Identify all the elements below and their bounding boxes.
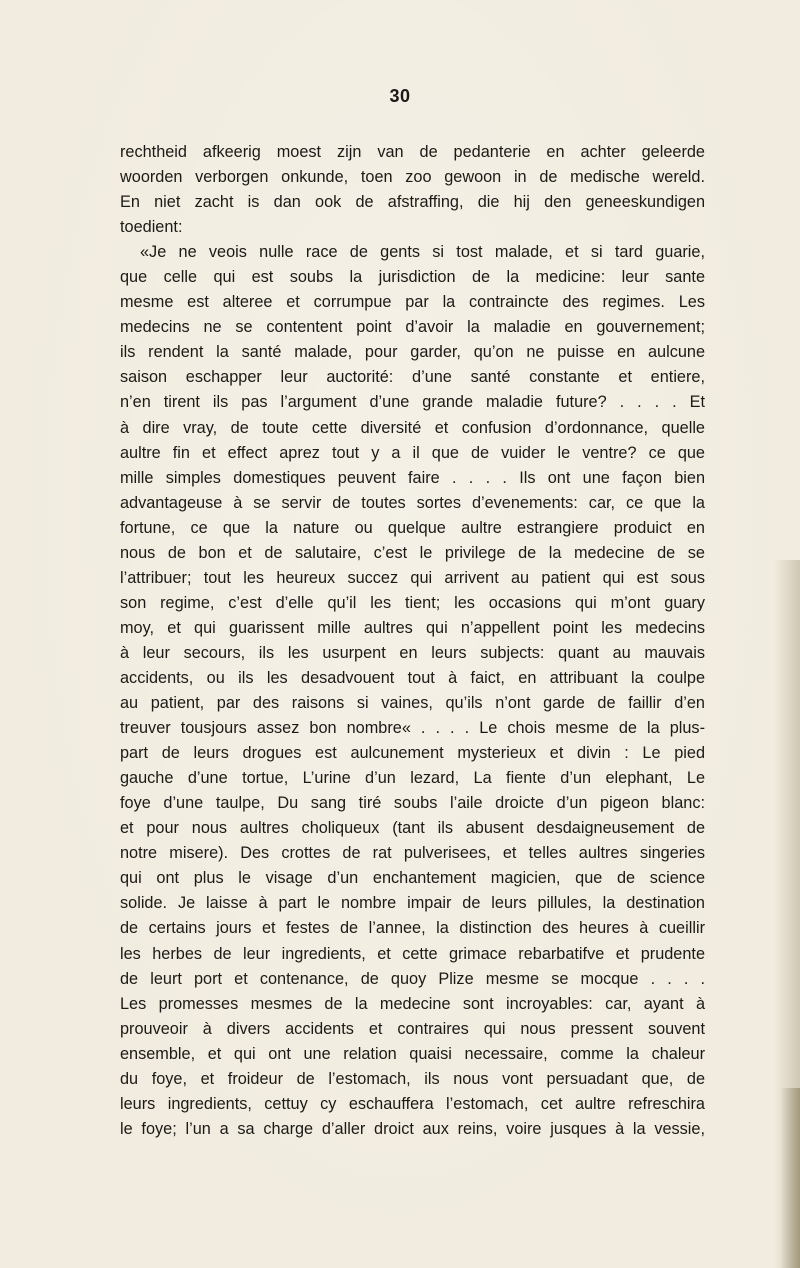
text-line: de leurt port et contenance, de quoy Plize mesme se mocque . . . . <box>120 969 705 988</box>
text-line: solide. Je laisse à part le nombre impair de leurs pillules, la destination <box>120 894 705 913</box>
text-line: foye d’une taulpe, Du sang tiré soubs l’aile droicte d’un pigeon blanc: <box>120 794 705 813</box>
text-line: n’en tirent ils pas l’argument d’une grande maladie future? . . . . Et <box>120 393 705 412</box>
text-line: saison eschapper leur auctorité: d’une santé constante et entiere, <box>120 368 705 387</box>
text-line: leurs ingredients, cettuy cy eschauffera l’estomach, cet aultre refreschira <box>120 1094 705 1113</box>
text-line: et pour nous aultres choliqueux (tant ils abusent desdaigneusement de <box>120 819 705 838</box>
text-line: woorden verborgen onkunde, toen zoo gewoon in de medische wereld. <box>120 168 705 187</box>
text-line: accidents, ou ils les desadvouent tout à faict, en attribuant la coulpe <box>120 668 705 687</box>
text-line: «Je ne veois nulle race de gents si tost malade, et si tard guarie, <box>140 243 705 262</box>
text-line: ils rendent la santé malade, pour garder, qu’on ne puisse en aulcune <box>120 343 705 362</box>
text-line: En niet zacht is dan ook de afstraffing, die hij den geneeskundigen <box>120 193 705 212</box>
page-edge-shadow-bottom <box>780 1088 800 1268</box>
text-line: que celle qui est soubs la jurisdiction de la medicine: leur sante <box>120 268 705 287</box>
text-line: moy, et qui guarissent mille aultres qui n’appellent point les medecins <box>120 618 705 637</box>
text-line: toedient: <box>120 218 183 237</box>
text-line: de certains jours et festes de l’annee, la distinction des heures à cueillir <box>120 919 705 938</box>
text-line: l’attribuer; tout les heureux succez qui arrivent au patient qui est sous <box>120 568 705 587</box>
text-line: nous de bon et de salutaire, c’est le privilege de la medecine de se <box>120 543 705 562</box>
page-number: 30 <box>389 86 411 106</box>
text-line: qui ont plus le visage d’un enchantement magicien, que de science <box>120 869 705 888</box>
text-line: le foye; l’un a sa charge d’aller droict aux reins, voire jusques à la vessie, <box>120 1119 705 1138</box>
text-line: prouveoir à divers accidents et contraires qui nous pressent souvent <box>120 1019 705 1038</box>
text-line: rechtheid afkeerig moest zijn van de pedanterie en achter geleerde <box>120 143 705 161</box>
text-line: à leur secours, ils les usurpent en leurs subjects: quant au mauvais <box>120 643 705 662</box>
text-line: fortune, ce que la nature ou quelque aultre estrangiere produict en <box>120 518 705 537</box>
text-line: les herbes de leur ingredients, et cette grimace rebarbatifve et prudente <box>120 944 705 963</box>
text-line: medecins ne se contentent point d’avoir la maladie en gouvernement; <box>120 318 705 337</box>
body-text <box>120 140 705 1142</box>
text-line: mesme est alteree et corrumpue par la contraincte des regimes. Les <box>120 293 705 312</box>
text-line: son regime, c’est d’elle qu’il les tient; les occasions qui m’ont guary <box>120 593 705 612</box>
text-line: à dire vray, de toute cette diversité et confusion d’ordonnance, quelle <box>120 418 705 437</box>
text-line: gauche d’une tortue, L’urine d’un lezard, La fiente d’un elephant, Le <box>120 769 705 788</box>
text-line: Les promesses mesmes de la medecine sont incroyables: car, ayant à <box>120 994 705 1013</box>
text-line: du foye, et froideur de l’estomach, ils nous vont persuadant que, de <box>120 1069 705 1088</box>
text-line: treuver tousjours assez bon nombre« . . . . Le chois mesme de la plus- <box>120 719 705 738</box>
text-line: mille simples domestiques peuvent faire . . . . Ils ont une façon bien <box>120 468 705 487</box>
text-line: ensemble, et qui ont une relation quaisi necessaire, comme la chaleur <box>120 1044 705 1063</box>
text-line: au patient, par des raisons si vaines, qu’ils n’ont garde de faillir d’en <box>120 694 705 713</box>
text-line: advantageuse à se servir de toutes sortes d’evenements: car, ce que la <box>120 493 705 512</box>
text-line: part de leurs drogues est aulcunement mysterieux et divin : Le pied <box>120 744 705 763</box>
text-line: notre misere). Des crottes de rat pulverisees, et telles aultres singeries <box>120 844 705 863</box>
text-line: aultre fin et effect aprez tout y a il que de vuider le ventre? ce que <box>120 443 705 462</box>
